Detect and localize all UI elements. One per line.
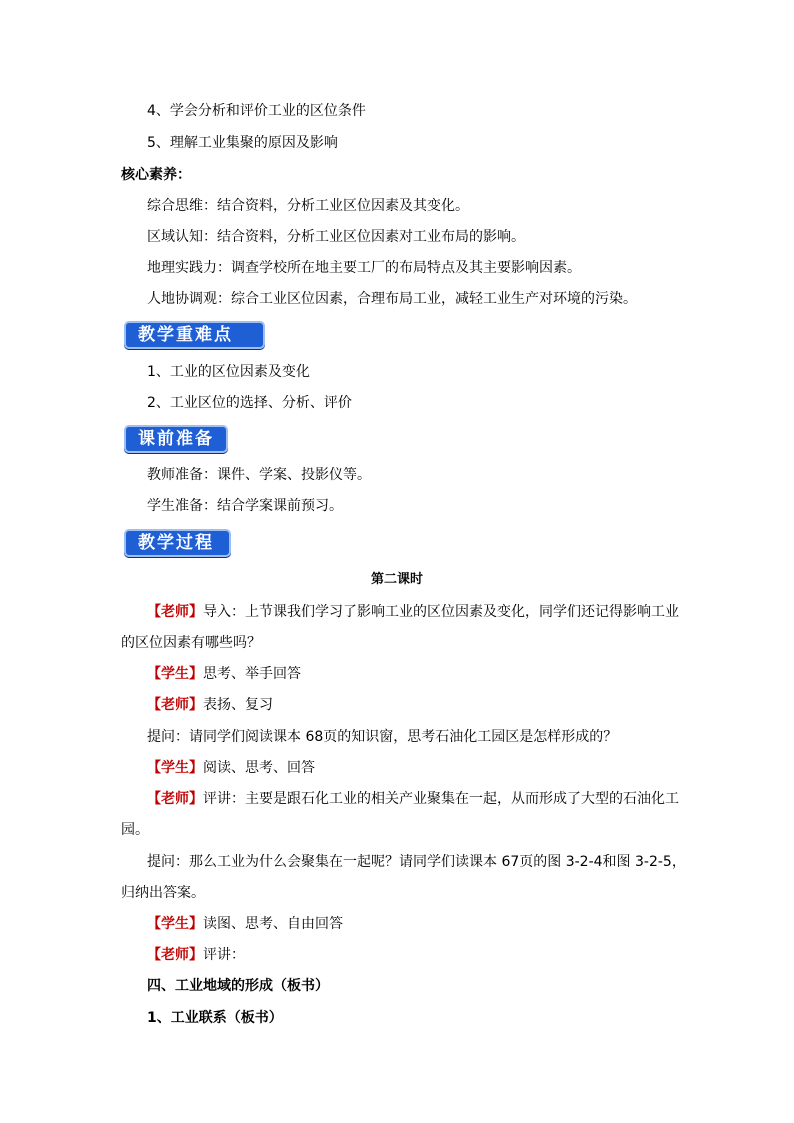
key-point-2: 2、工业区位的选择、分析、评价 (147, 395, 352, 411)
teacher-tag: 【老师】 (147, 791, 203, 807)
student-response-text: 阅读、思考、回答 (203, 760, 315, 776)
teacher-preparation: 教师准备：课件、学案、投影仪等。 (147, 467, 371, 483)
student-response-2 (147, 759, 315, 777)
teacher-review (147, 696, 273, 714)
teacher-comment-text: 评讲：主要是跟石化工业的相关产业聚集在一起，从而形成了大型的石油化工 (203, 791, 679, 807)
student-preparation: 学生准备：结合学案课前预习。 (147, 498, 343, 514)
student-response-3 (147, 915, 343, 933)
objective-4: 4、学会分析和评价工业的区位条件 (147, 103, 366, 119)
teacher-intro-continued: 的区位因素有哪些吗？ (121, 635, 261, 651)
teacher-comment-1 (147, 790, 679, 808)
section-heading-industrial-region: 四、工业地域的形成（板书） (147, 978, 329, 994)
teacher-review-text: 表扬、复习 (203, 697, 273, 713)
teacher-intro (147, 603, 679, 621)
literacy-geographic-practice: 地理实践力：调查学校所在地主要工厂的布局特点及其主要影响因素。 (147, 260, 581, 276)
teacher-tag: 【老师】 (147, 947, 203, 963)
student-response-1 (147, 665, 301, 683)
core-literacy-heading: 核心素养： (121, 167, 191, 183)
process-banner: 教学过程 (124, 529, 231, 557)
student-tag: 【学生】 (147, 760, 203, 776)
preparation-banner: 课前准备 (124, 425, 228, 453)
student-response-text: 读图、思考、自由回答 (203, 916, 343, 932)
teacher-tag: 【老师】 (147, 604, 203, 620)
question-2: 提问：那么工业为什么会聚集在一起呢？请同学们读课本 67页的图 3-2-4和图 3-2-5， (147, 854, 686, 870)
subheading-industrial-linkage: 1、工业联系（板书） (147, 1010, 283, 1026)
teacher-comment-text: 评讲： (203, 947, 245, 963)
lesson-title: 第二课时 (370, 572, 423, 587)
key-points-banner: 教学重难点 (124, 321, 265, 349)
objective-5: 5、理解工业集聚的原因及影响 (147, 135, 338, 151)
student-tag: 【学生】 (147, 916, 203, 932)
teacher-tag: 【老师】 (147, 697, 203, 713)
student-tag: 【学生】 (147, 666, 203, 682)
literacy-human-land-coordination: 人地协调观：综合工业区位因素，合理布局工业，减轻工业生产对环境的污染。 (147, 291, 637, 307)
student-response-text: 思考、举手回答 (203, 666, 301, 682)
literacy-regional-cognition: 区域认知：结合资料，分析工业区位因素对工业布局的影响。 (147, 229, 525, 245)
question-1: 提问：请同学们阅读课本 68页的知识窗，思考石油化工园区是怎样形成的？ (147, 729, 618, 745)
key-point-1: 1、工业的区位因素及变化 (147, 364, 310, 380)
literacy-integrated-thinking: 综合思维：结合资料，分析工业区位因素及其变化。 (147, 198, 469, 214)
question-2-continued: 归纳出答案。 (121, 885, 205, 901)
teacher-intro-text: 导入：上节课我们学习了影响工业的区位因素及变化，同学们还记得影响工业 (203, 604, 679, 620)
teacher-comment-2 (147, 946, 245, 964)
teacher-comment-1-continued: 园。 (121, 822, 149, 838)
